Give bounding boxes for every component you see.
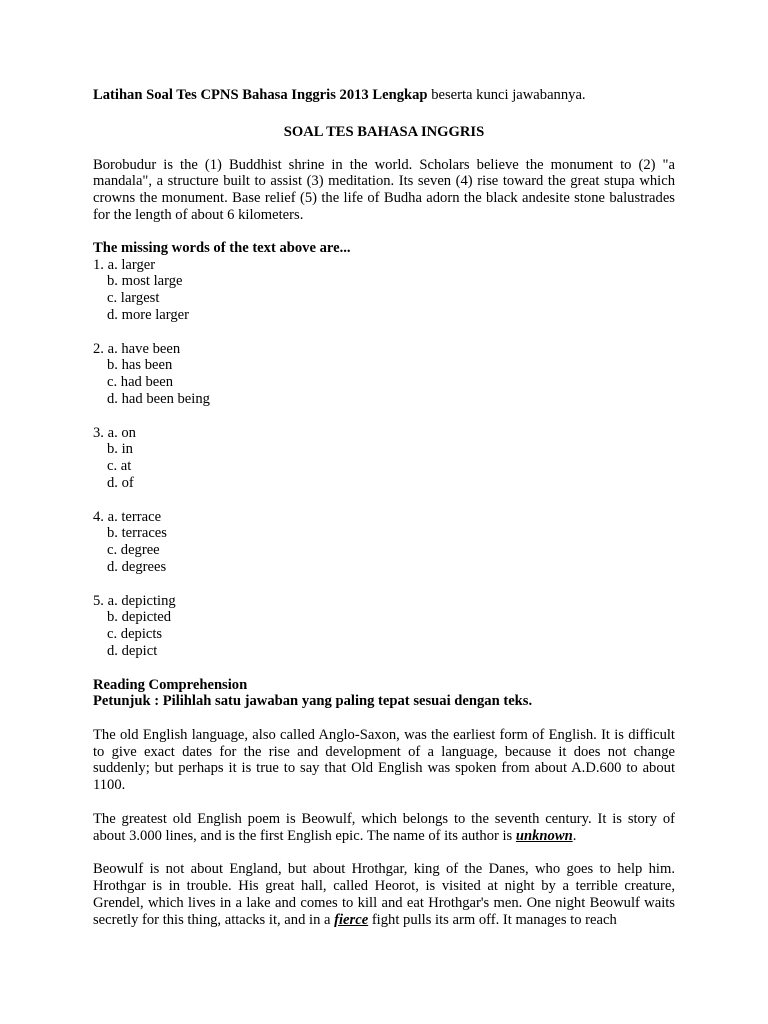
para3-text-after: fight pulls its arm off. It manages to reach — [368, 911, 617, 928]
reading-paragraph-3 — [93, 861, 675, 928]
document-header — [93, 87, 675, 104]
document-title: SOAL TES BAHASA INGGRIS — [283, 123, 485, 140]
question-4 — [93, 509, 675, 576]
emphasized-word-fierce: fierce — [334, 911, 369, 928]
question-3 — [93, 425, 675, 492]
reading-heading: Reading Comprehension — [93, 676, 248, 693]
option-5a: 5. a. depicting — [93, 592, 176, 609]
option-2b: b. has been — [107, 357, 173, 374]
header-rest: beserta kunci jawabannya. — [427, 87, 586, 103]
para2-text-before: The greatest old English poem is Beowulf, which belongs to the seventh century. It is story of about 3.000 lines, and is the first English epic. The name of its author is — [93, 810, 675, 844]
option-4d: d. degrees — [107, 558, 167, 575]
document-content — [93, 87, 675, 928]
option-1b: b. most large — [107, 273, 183, 290]
reading-instruction: Petunjuk : Pilihlah satu jawaban yang paling tepat sesuai dengan teks. — [93, 693, 533, 710]
option-3b: b. in — [107, 441, 133, 458]
option-2a: 2. a. have been — [93, 340, 181, 357]
option-4c: c. degree — [107, 542, 160, 559]
option-4a: 4. a. terrace — [93, 508, 162, 525]
option-5c: c. depicts — [107, 626, 163, 643]
reading-paragraph-2 — [93, 811, 675, 845]
option-3c: c. at — [107, 458, 132, 475]
passage-borobudur: Borobudur is the (1) Buddhist shrine in the world. Scholars believe the monument to (2) "a mandala", a structure built to assist (3) meditation. Its seven (4) rise toward the great stupa which crowns the monument. Base relief (5) the life of Budha adorn the black andesite stone balustrades for the length of about 6 kilometers. — [93, 156, 675, 223]
option-4b: b. terraces — [107, 525, 167, 542]
option-2c: c. had been — [107, 374, 174, 391]
option-3a: 3. a. on — [93, 424, 136, 441]
header-bold: Latihan Soal Tes CPNS Bahasa Inggris 2013 Lengkap — [93, 87, 428, 103]
para3-text-before: Beowulf is not about England, but about Hrothgar, king of the Danes, who goes to help him. Hrothgar is in trouble. His great hall, called Heorot, is visited at night by a terrible creature, Grendel, which lives in a lake and comes to kill and eat Hrothgar's men. One night Beowulf waits secretly for this thing, attacks it, and in a — [93, 861, 675, 928]
question-5 — [93, 593, 675, 660]
emphasized-word-unknown: unknown — [515, 827, 573, 844]
question-1 — [93, 257, 675, 324]
option-3d: d. of — [107, 474, 134, 491]
option-2d: d. had been being — [107, 390, 210, 407]
reading-paragraph-1: The old English language, also called Anglo-Saxon, was the earliest form of English. It is difficult to give exact dates for the rise and development of a language, because it does not change suddenly; but perhaps it is true to say that Old English was spoken from about A.D.600 to about 1100. — [93, 726, 675, 794]
question-2 — [93, 341, 675, 408]
option-5b: b. depicted — [107, 609, 172, 626]
option-1d: d. more larger — [107, 306, 189, 323]
option-1c: c. largest — [107, 290, 160, 307]
option-5d: d. depict — [107, 642, 158, 659]
para2-text-after: . — [572, 827, 577, 844]
option-1a: 1. a. larger — [93, 256, 156, 273]
question-intro: The missing words of the text above are... — [93, 239, 351, 256]
